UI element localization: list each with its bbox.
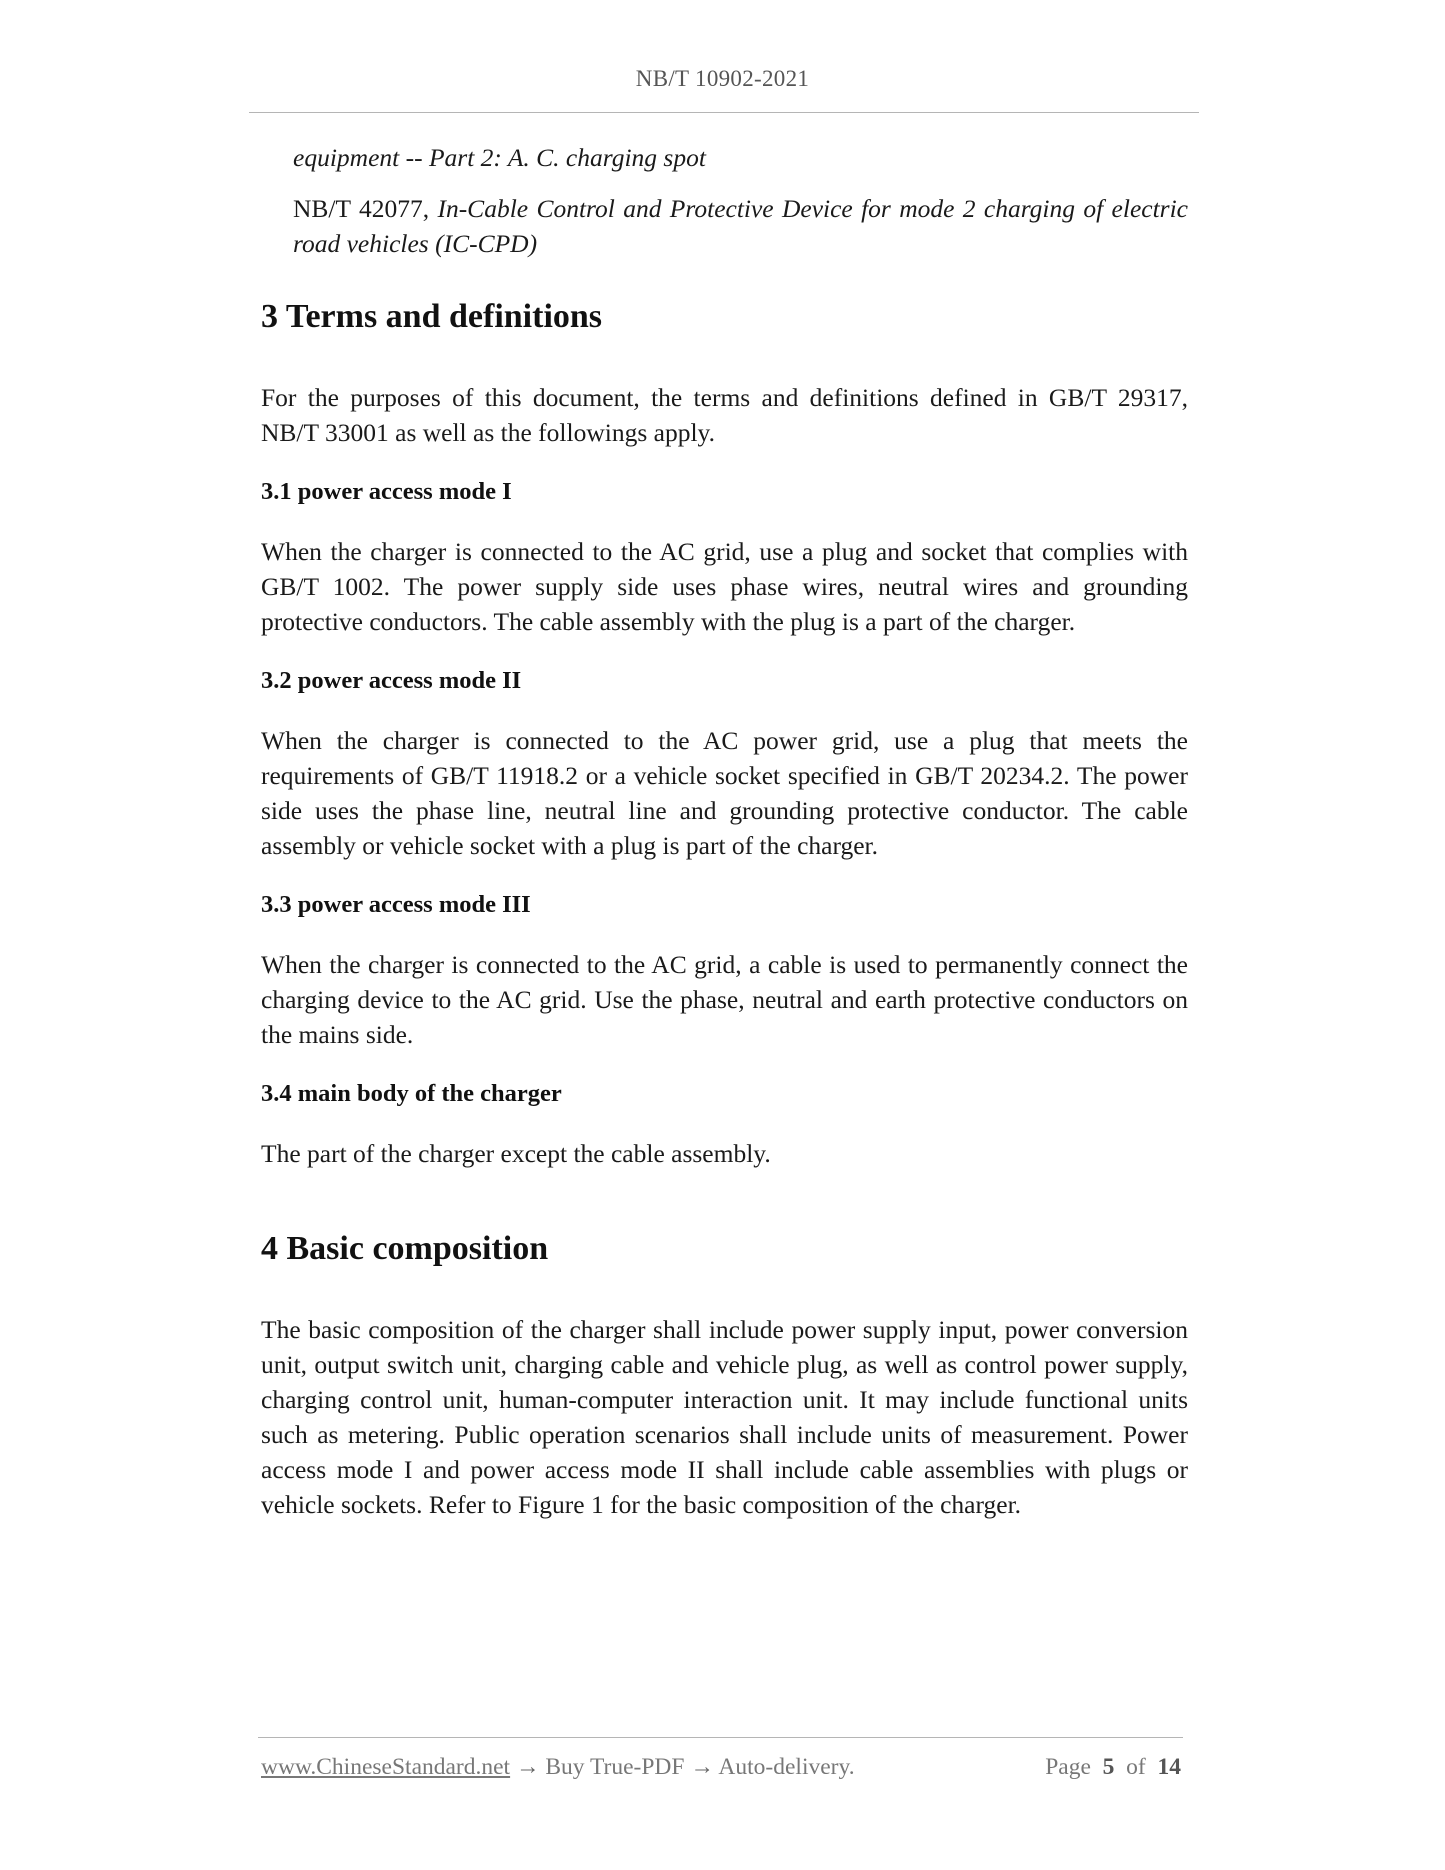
term-3-4-heading: 3.4 main body of the charger	[261, 1080, 562, 1107]
arrow-right-icon: →	[515, 1754, 540, 1780]
section-3-heading: 3 Terms and definitions	[261, 298, 603, 335]
page-of-label: of	[1126, 1754, 1146, 1780]
term-3-3-heading: 3.3 power access mode III	[261, 891, 531, 918]
reference-prefix: NB/T 42077,	[293, 194, 438, 223]
term-3-2-definition: When the charger is connected to the AC power grid, use a plug that meets the requirements of GB/T 11918.2 or a vehicle socket specified in GB/T 20234.2. The power side uses the phase line, neutral line and grounding protective conductor. The cable assembly or vehicle socket with a plug is part of the charger.	[261, 726, 1188, 860]
reference-item	[261, 191, 1188, 261]
section-3-intro: For the purposes of this document, the terms and definitions defined in GB/T 29317, NB/T 33001 as well as the followings apply.	[261, 383, 1188, 447]
term-3-2-heading: 3.2 power access mode II	[261, 667, 522, 694]
reference-item	[261, 140, 1188, 175]
section-4-text: The basic composition of the charger shall include power supply input, power conversion unit, output switch unit, charging cable and vehicle plug, as well as control power supply, charging control unit, human-computer interaction unit. It may include functional units such as metering. Public operation scenarios shall include units of measurement. Power access mode I and power access mode II shall include cable assemblies with plugs or vehicle sockets. Refer to Figure 1 for the basic composition of the charger.	[261, 1315, 1188, 1519]
buy-true-pdf-text: Buy True-PDF	[545, 1754, 685, 1780]
document-header-title: NB/T 10902-2021	[635, 66, 810, 91]
term-3-3-definition: When the charger is connected to the AC grid, a cable is used to permanently connect the charging device to the AC grid. Use the phase, neutral and earth protective conductors on the mains side.	[261, 950, 1188, 1049]
footer-divider	[258, 1737, 1183, 1738]
page-total: 14	[1157, 1754, 1181, 1780]
website-link[interactable]: www.ChineseStandard.net	[261, 1754, 511, 1780]
section-4-heading: 4 Basic composition	[261, 1230, 549, 1267]
term-3-1-definition: When the charger is connected to the AC grid, use a plug and socket that complies with GB/T 1002. The power supply side uses phase wires, neutral wires and grounding protective conductors. The cable assembly with the plug is a part of the charger.	[261, 537, 1188, 636]
arrow-right-icon: →	[690, 1754, 714, 1780]
header-divider	[249, 112, 1199, 113]
page-footer	[261, 1754, 1181, 1781]
term-3-1-heading: 3.1 power access mode I	[261, 478, 512, 505]
reference-title: In-Cable Control and Protective Device for mode 2 charging of electric road vehicles (IC-CPD)	[293, 194, 1189, 258]
page-label: Page	[1045, 1754, 1091, 1780]
auto-delivery-text: Auto-delivery.	[718, 1754, 855, 1780]
page-number	[1045, 1754, 1181, 1781]
term-3-4-definition: The part of the charger except the cable assembly.	[261, 1139, 771, 1168]
page-content	[261, 140, 1188, 1522]
reference-title: equipment -- Part 2: A. C. charging spot	[293, 143, 706, 172]
page-current: 5	[1102, 1754, 1115, 1780]
